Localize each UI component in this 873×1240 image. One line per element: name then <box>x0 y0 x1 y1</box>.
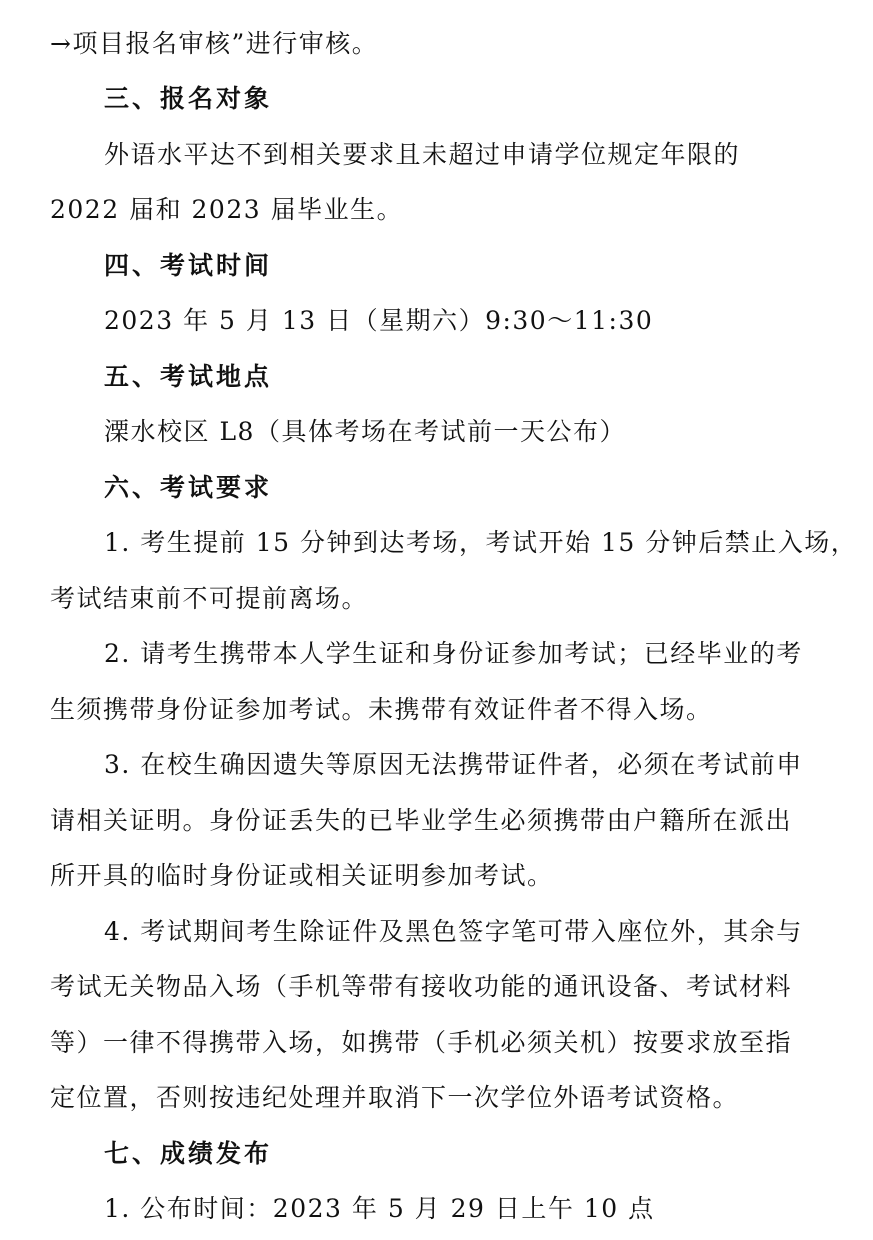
paragraph-line: 外语水平达不到相关要求且未超过申请学位规定年限的 <box>104 140 741 169</box>
requirement-4-line: 4. 考试期间考生除证件及黑色签字笔可带入座位外，其余与 <box>104 917 803 946</box>
requirement-1-line: 考试结束前不可提前离场。 <box>50 584 369 613</box>
section-heading-results-release: 七、成绩发布 <box>104 1139 273 1168</box>
exam-time-text: 2023 年 5 月 13 日（星期六）9:30～11:30 <box>104 306 654 335</box>
section-heading-exam-requirements: 六、考试要求 <box>104 473 273 502</box>
exam-location-text: 溧水校区 L8（具体考场在考试前一天公布） <box>104 417 626 446</box>
text-line-continuation: →项目报名审核”进行审核。 <box>50 29 379 58</box>
requirement-3-line: 所开具的临时身份证或相关证明参加考试。 <box>50 861 554 890</box>
paragraph-line: 2022 届和 2023 届毕业生。 <box>50 195 404 224</box>
requirement-1-line: 1. 考生提前 15 分钟到达考场，考试开始 15 分钟后禁止入场， <box>104 528 858 557</box>
requirement-3-line: 请相关证明。身份证丢失的已毕业学生必须携带由户籍所在派出 <box>50 806 793 835</box>
requirement-2-line: 2. 请考生携带本人学生证和身份证参加考试；已经毕业的考 <box>104 639 803 668</box>
requirement-2-line: 生须携带身份证参加考试。未携带有效证件者不得入场。 <box>50 695 713 724</box>
section-heading-registration-target: 三、报名对象 <box>104 84 273 113</box>
results-release-time: 1. 公布时间：2023 年 5 月 29 日上午 10 点 <box>104 1194 655 1223</box>
section-heading-exam-location: 五、考试地点 <box>104 362 273 391</box>
requirement-4-line: 等）一律不得携带入场，如携带（手机必须关机）按要求放至指 <box>50 1028 793 1057</box>
requirement-3-line: 3. 在校生确因遗失等原因无法携带证件者，必须在考试前申 <box>104 750 803 779</box>
requirement-4-line: 考试无关物品入场（手机等带有接收功能的通讯设备、考试材料 <box>50 972 793 1001</box>
section-heading-exam-time: 四、考试时间 <box>104 251 273 280</box>
requirement-4-line: 定位置，否则按违纪处理并取消下一次学位外语考试资格。 <box>50 1083 740 1112</box>
